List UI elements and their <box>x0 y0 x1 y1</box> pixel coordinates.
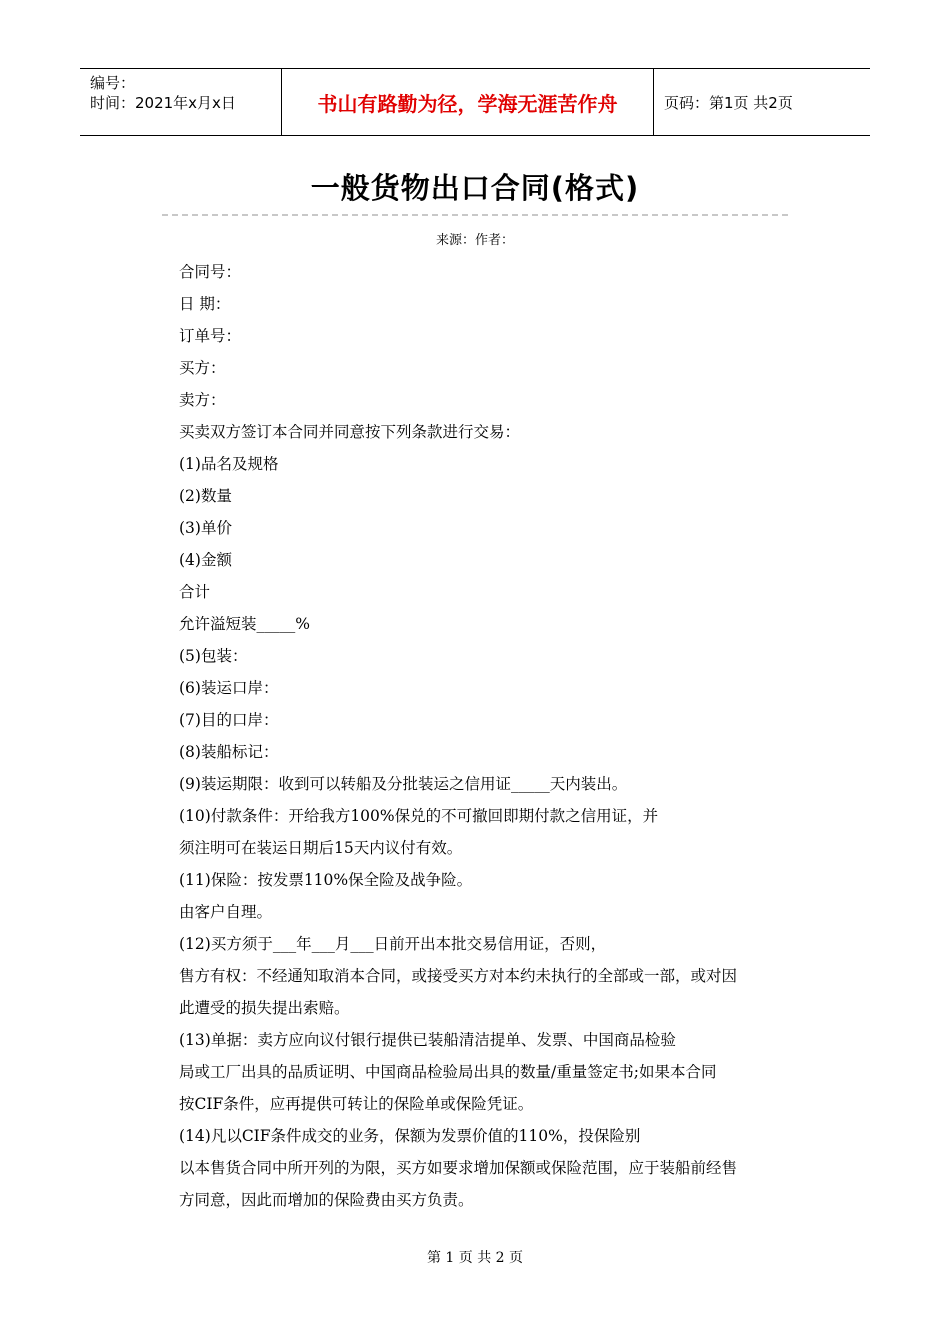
contract-line: 合同号： <box>179 263 242 281</box>
document-number-label: 编号： <box>90 74 136 92</box>
contract-line: 此遭受的损失提出索赔。 <box>179 999 350 1017</box>
contract-line: 合计 <box>179 583 211 601</box>
contract-line: 局或工厂出具的品质证明、中国商品检验局出具的数量/重量签定书;如果本合同 <box>179 1063 717 1081</box>
contract-line: 允许溢短装_____% <box>179 615 310 633</box>
contract-line: 买方： <box>179 359 226 377</box>
contract-line: (13)单据：卖方应向议付银行提供已装船清洁提单、发票、中国商品检验 <box>179 1031 676 1049</box>
header-motto: 书山有路勤为径，学海无涯苦作舟 <box>281 69 654 135</box>
source-author-line: 来源：作者： <box>435 233 514 248</box>
contract-line: 按CIF条件，应再提供可转让的保险单或保险凭证。 <box>179 1095 534 1113</box>
contract-line: (8)装船标记： <box>179 743 279 761</box>
contract-line: (14)凡以CIF条件成交的业务，保额为发票价值的110%，投保险别 <box>179 1127 641 1145</box>
title-divider <box>162 214 788 216</box>
contract-line: (4)金额 <box>179 551 232 569</box>
contract-line: (2)数量 <box>179 487 232 505</box>
contract-line: 订单号： <box>179 327 242 345</box>
header-meta <box>80 69 281 135</box>
contract-line: 买卖双方签订本合同并同意按下列条款进行交易： <box>179 423 521 441</box>
contract-line: 售方有权：不经通知取消本合同，或接受买方对本约未执行的全部或一部，或对因 <box>179 967 738 985</box>
contract-line: 须注明可在装运日期后15天内议付有效。 <box>179 839 463 857</box>
contract-line: (7)目的口岸： <box>179 711 279 729</box>
contract-line: 以本售货合同中所开列的为限，买方如要求增加保额或保险范围，应于装船前经售 <box>179 1159 738 1177</box>
document-time-label: 时间：2021年x月x日 <box>90 94 236 112</box>
contract-line: 方同意，因此而增加的保险费由买方负责。 <box>179 1191 474 1209</box>
contract-line: (9)装运期限：收到可以转船及分批装运之信用证_____天内装出。 <box>179 775 628 793</box>
contract-line: (1)品名及规格 <box>179 455 279 473</box>
contract-line: (10)付款条件：开给我方100%保兑的不可撤回即期付款之信用证，并 <box>179 807 659 825</box>
contract-line: 由客户自理。 <box>179 903 273 921</box>
contract-line: (12)买方须于___年___月___日前开出本批交易信用证，否则， <box>179 935 607 953</box>
document-title: 一般货物出口合同(格式) <box>310 171 640 205</box>
contract-body <box>179 256 799 1216</box>
contract-line: 卖方： <box>179 391 226 409</box>
page-header <box>80 68 870 136</box>
contract-line: (5)包装： <box>179 647 248 665</box>
contract-line: (3)单价 <box>179 519 232 537</box>
contract-line: (6)装运口岸： <box>179 679 279 697</box>
contract-line: (11)保险：按发票110%保全险及战争险。 <box>179 871 473 889</box>
contract-line: 日 期： <box>179 295 231 313</box>
page-footer-number: 第 1 页 共 2 页 <box>426 1250 524 1266</box>
header-page-info: 页码：第1页 共2页 <box>664 93 793 112</box>
